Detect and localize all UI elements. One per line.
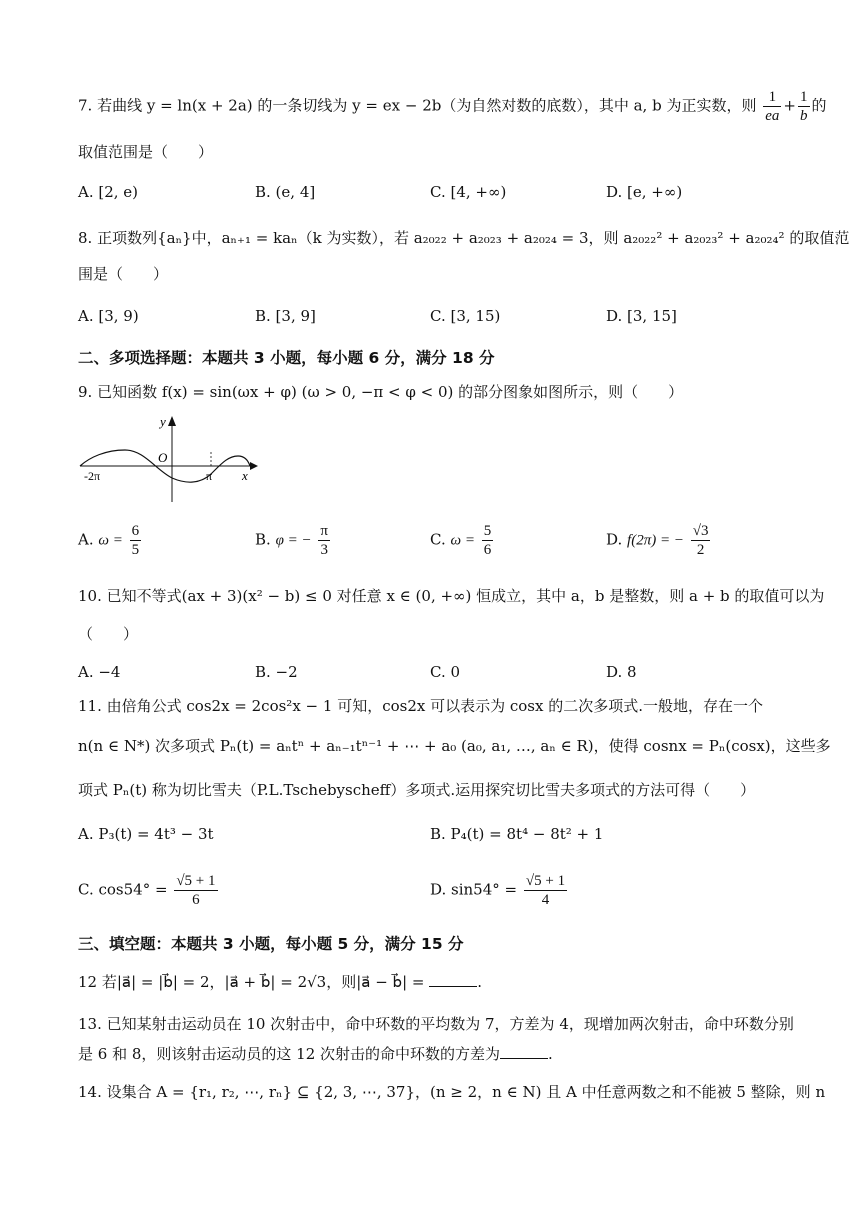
q14-line1: 14. 设集合 A = {r₁, r₂, ⋯, rₙ} ⊆ {2, 3, ⋯, 37}，(n ≥ 2，n ∈ N) 且 A 中任意两数之和不能被 5 整除，则 n: [78, 1083, 826, 1101]
q10-option-d: D. 8: [606, 663, 637, 681]
q8-option-a: A. [3, 9): [78, 307, 139, 325]
section-2-heading: 二、多项选择题：本题共 3 小题，每小题 6 分，满分 18 分: [78, 349, 495, 367]
q7-tail: 的: [811, 96, 827, 115]
q11-line3: 项式 Pₙ(t) 称为切比雪夫（P.L.Tschebyscheff）多项式.运用探究切比雪夫多项式的方法可得（ ）: [78, 781, 756, 799]
q7-option-a: A. [2, e): [78, 183, 139, 201]
q8-line1: 8. 正项数列{aₙ}中，aₙ₊₁ = kaₙ（k 为实数），若 a₂₀₂₂ + a₂₀₂₃ + a₂₀₂₄ = 3，则 a₂₀₂₂² + a₂₀₂₃² + a₂₀₂₄² 的取值范: [78, 229, 850, 247]
q8-line2: 围是（ ）: [78, 265, 169, 283]
q9-option-a: A. ω = $\frac{6}{5}$: [78, 523, 140, 558]
q7-option-c: C. [4, +∞): [430, 183, 507, 201]
q9-sine-graph: [78, 412, 258, 502]
q9-option-c: C. ω = $\frac{5}{6}$: [430, 523, 492, 558]
q11-line1: 11. 由倍角公式 cos2x = 2cos²x − 1 可知，cos2x 可以表示为 cosx 的二次多项式.一般地，存在一个: [78, 697, 763, 715]
q9-graph-tick-neg: -2π: [84, 469, 101, 483]
q10-option-c: C. 0: [430, 663, 461, 681]
q9-graph-y-label: y: [160, 414, 166, 429]
q7-plus: +: [783, 96, 796, 115]
q10-line2: （ ）: [78, 625, 139, 643]
q10-option-b: B. −2: [255, 663, 298, 681]
q7-option-b: B. (e, 4]: [255, 183, 316, 201]
q7-option-d: D. [e, +∞): [606, 183, 683, 201]
section-3-heading: 三、填空题：本题共 3 小题，每小题 5 分，满分 15 分: [78, 935, 464, 953]
q12-answer-blank[interactable]: [429, 972, 477, 987]
q13-line1: 13. 已知某射击运动员在 10 次射击中，命中环数的平均数为 7，方差为 4，现增加两次射击，命中环数分别: [78, 1015, 794, 1033]
q13-answer-blank[interactable]: [500, 1044, 548, 1059]
q10-option-a: A. −4: [78, 663, 121, 681]
q11-option-c: C. cos54° = $\frac{√5 + 1}{6}$: [78, 873, 216, 908]
q8-option-b: B. [3, 9]: [255, 307, 316, 325]
q8-option-d: D. [3, 15]: [606, 307, 677, 325]
q9-graph-origin: O: [158, 450, 168, 465]
q11-option-d: D. sin54° = $\frac{√5 + 1}{4}$: [430, 873, 566, 908]
q9-option-d: D. f(2π) = − $\frac{√3}{2}$: [606, 523, 709, 558]
q11-option-b: B. P₄(t) = 8t⁴ − 8t² + 1: [430, 825, 604, 843]
q10-line1: 10. 已知不等式(ax + 3)(x² − b) ≤ 0 对任意 x ∈ (0, +∞) 恒成立，其中 a，b 是整数，则 a + b 的取值可以为: [78, 587, 825, 605]
q9-graph-x-label: x: [242, 468, 248, 483]
q7-frac2: $\frac{1}{b}$: [800, 89, 808, 124]
q11-line2: n(n ∈ N*) 次多项式 Pₙ(t) = aₙtⁿ + aₙ₋₁tⁿ⁻¹ + ⋯ + a₀ (a₀, a₁, …, aₙ ∈ R)，使得 cosnx = Pₙ(cosx)，这些多: [78, 737, 831, 755]
q12-line: 12 若|a⃗| = |b⃗| = 2，|a⃗ + b⃗| = 2√3，则|a⃗ − b⃗| = .: [78, 973, 483, 991]
q7-frac1: $\frac{1}{ea}$: [765, 89, 780, 124]
q9-graph-tick-pos: π: [206, 469, 213, 483]
q7-text: 7. 若曲线 y = ln(x + 2a) 的一条切线为 y = ex − 2b（为自然对数的底数），其中 a, b 为正实数，则: [78, 96, 757, 115]
q9-line1: 9. 已知函数 f(x) = sin(ωx + φ) (ω > 0, −π < φ < 0) 的部分图象如图所示，则（ ）: [78, 383, 684, 401]
q11-option-a: A. P₃(t) = 4t³ − 3t: [78, 825, 214, 843]
q13-line2: 是 6 和 8，则该射击运动员的这 12 次射击的命中环数的方差为 .: [78, 1045, 553, 1063]
q7-line1: [78, 88, 827, 125]
q13-text: 是 6 和 8，则该射击运动员的这 12 次射击的命中环数的方差为: [78, 1045, 501, 1063]
q9-option-b: B. φ = − $\frac{\pi}{3}$: [255, 523, 328, 558]
q12-text: 12 若|a⃗| = |b⃗| = 2，|a⃗ + b⃗| = 2√3，则|a⃗ − b⃗| =: [78, 973, 425, 991]
q7-line2: 取值范围是（ ）: [78, 143, 214, 161]
q8-option-c: C. [3, 15): [430, 307, 501, 325]
